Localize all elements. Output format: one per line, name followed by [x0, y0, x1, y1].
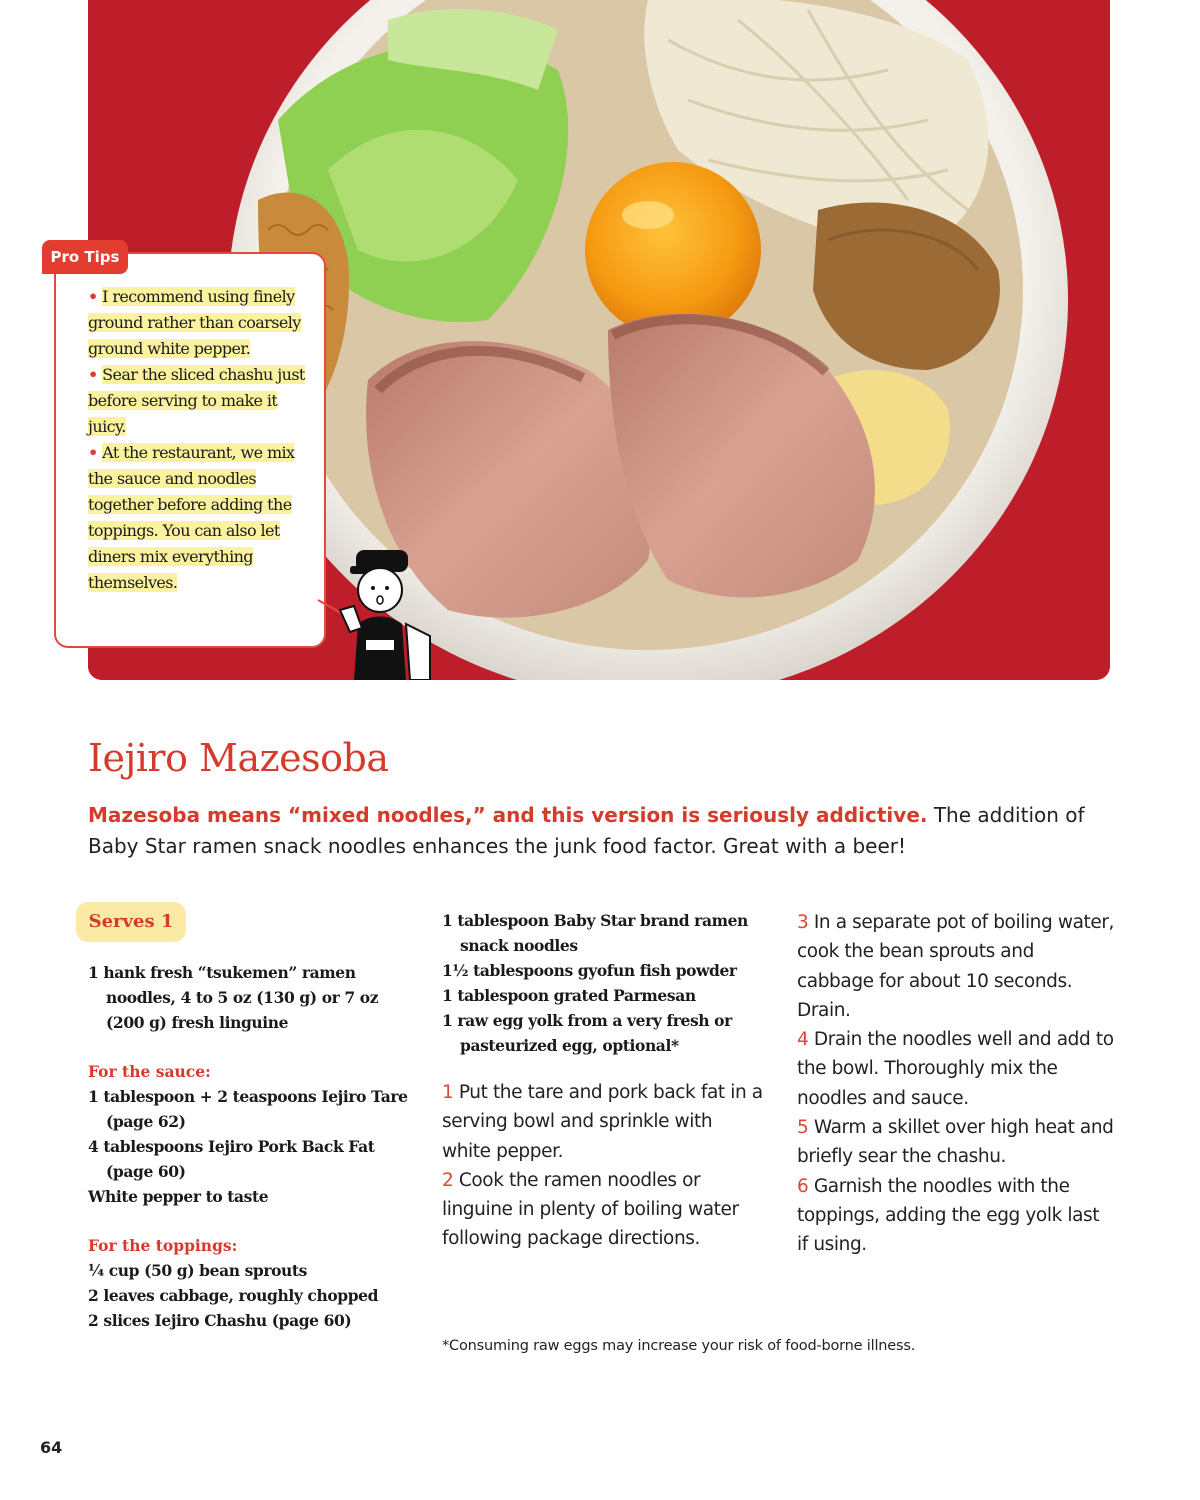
- pro-tip-item: [88, 362, 312, 440]
- ingredients-column-2: [442, 908, 764, 1254]
- recipe-intro: [88, 800, 1098, 862]
- ingredient-item: 1 tablespoon + 2 teaspoons Iejiro Tare (page 62): [88, 1087, 408, 1131]
- pro-tip-item: [88, 440, 312, 596]
- step-item: [797, 1113, 1115, 1172]
- step-text: Drain the noodles well and add to the bowl. Thoroughly mix the noodles and sauce.: [797, 1029, 1114, 1109]
- pro-tip-text: I recommend using finely ground rather than coarsely ground white pepper.: [88, 287, 301, 358]
- intro-text: The addition of Baby Star ramen snack noodles enhances the junk food factor. Great with a beer!: [88, 803, 1085, 858]
- steps-list: [442, 1078, 764, 1254]
- ingredient-item: 4 tablespoons Iejiro Pork Back Fat (page 60): [88, 1137, 375, 1181]
- step-item: [442, 1078, 764, 1166]
- pro-tip-text: At the restaurant, we mix the sauce and noodles together before adding the toppings. You can also let diners mix everything themselves.: [88, 443, 295, 592]
- serves-badge: Serves 1: [76, 902, 186, 942]
- step-number: 3: [797, 912, 809, 933]
- ingredient-item: 1 raw egg yolk from a very fresh or pasteurized egg, optional*: [442, 1011, 732, 1055]
- step-item: [797, 908, 1115, 1025]
- step-text: In a separate pot of boiling water, cook the bean sprouts and cabbage for about 10 seconds. Drain.: [797, 912, 1115, 1021]
- step-text: Cook the ramen noodles or linguine in plenty of boiling water following package directions.: [442, 1169, 739, 1250]
- toppings-heading: For the toppings:: [88, 1236, 238, 1255]
- page-number: 64: [40, 1438, 63, 1457]
- pro-tips-label: Pro Tips: [42, 240, 128, 274]
- ingredient-item: White pepper to taste: [88, 1187, 269, 1206]
- step-number: 2: [442, 1169, 454, 1191]
- ingredient-item: 1 hank fresh “tsukemen” ramen noodles, 4 to 5 oz (130 g) or 7 oz (200 g) fresh linguine: [88, 963, 379, 1032]
- sauce-heading: For the sauce:: [88, 1062, 211, 1081]
- step-number: 6: [797, 1175, 809, 1197]
- step-text: Put the tare and pork back fat in a serving bowl and sprinkle with white pepper.: [442, 1082, 763, 1162]
- step-item: [442, 1166, 764, 1254]
- pro-tip-item: [88, 284, 312, 362]
- step-number: 1: [442, 1082, 454, 1103]
- step-text: Garnish the noodles with the toppings, adding the egg yolk last if using.: [797, 1175, 1100, 1256]
- step-text: Warm a skillet over high heat and briefly sear the chashu.: [797, 1117, 1114, 1168]
- bullet-icon: •: [88, 443, 98, 462]
- step-item: [797, 1025, 1115, 1113]
- step-item: [797, 1172, 1115, 1260]
- recipe-title: Iejiro Mazesoba: [88, 736, 389, 780]
- step-number: 5: [797, 1117, 809, 1139]
- ingredient-item: 1 tablespoon grated Parmesan: [442, 986, 696, 1005]
- intro-lead: Mazesoba means “mixed noodles,” and this version is seriously addictive.: [88, 803, 928, 827]
- chef-illustration: [310, 540, 442, 680]
- ingredients-column-1: [88, 960, 408, 1333]
- ingredient-item: ¼ cup (50 g) bean sprouts: [88, 1261, 308, 1280]
- bullet-icon: •: [88, 287, 98, 306]
- ingredient-item: 2 leaves cabbage, roughly chopped: [88, 1286, 379, 1305]
- footnote: *Consuming raw eggs may increase your risk of food-borne illness.: [442, 1338, 916, 1354]
- steps-column: [797, 908, 1115, 1260]
- pro-tips-box: [54, 252, 326, 648]
- ingredient-item: 2 slices Iejiro Chashu (page 60): [88, 1311, 352, 1330]
- pro-tip-text: Sear the sliced chashu just before serving to make it juicy.: [88, 365, 305, 436]
- ingredient-item: 1½ tablespoons gyofun fish powder: [442, 961, 737, 980]
- ingredient-item: 1 tablespoon Baby Star brand ramen snack noodles: [442, 911, 748, 955]
- bullet-icon: •: [88, 365, 98, 384]
- step-number: 4: [797, 1029, 809, 1051]
